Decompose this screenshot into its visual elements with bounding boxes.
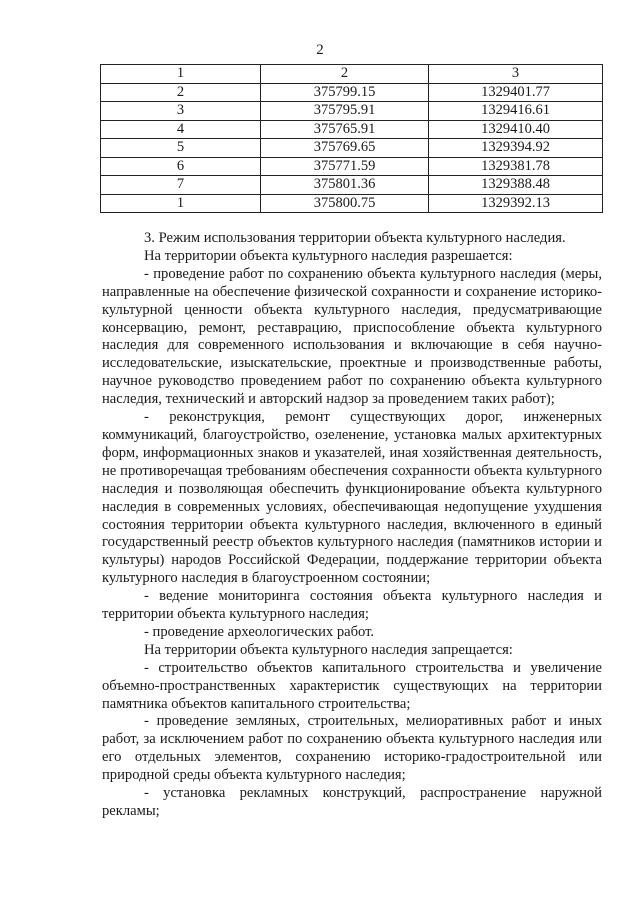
table-row (101, 157, 603, 176)
point-number: 6 (101, 157, 261, 176)
point-number: 3 (101, 102, 261, 121)
table-row (101, 176, 603, 195)
table-row (101, 194, 603, 213)
header-cell-3: 3 (429, 65, 603, 84)
allowed-item: - проведение работ по сохранению объекта культурного наследия (меры, направленные на обеспечение физической сохранности и сохранение историко-культурной ценности объекта культурного наследия, предусматривающие консервацию, ремонт, реставрацию, приспособление объекта культурного наследия для современного использования и включающие в себя научно-исследовательские, изыскательские, проектные и производственные работы, научное руководство проведением работ по сохранению объекта культурного наследия, технический и авторский надзор за проведением таких работ); (102, 265, 602, 408)
table-row (101, 120, 603, 139)
coord-y: 1329410.40 (429, 120, 603, 139)
table-row (101, 83, 603, 102)
prohibited-intro: На территории объекта культурного наследия запрещается: (144, 641, 513, 658)
coord-x: 375801.36 (261, 176, 429, 195)
coord-y: 1329388.48 (429, 176, 603, 195)
coord-y: 1329381.78 (429, 157, 603, 176)
point-number: 1 (101, 194, 261, 213)
page-number: 2 (316, 42, 324, 58)
coord-x: 375800.75 (261, 194, 429, 213)
allowed-intro: На территории объекта культурного наследия разрешается: (144, 247, 513, 264)
point-number: 4 (101, 120, 261, 139)
prohibited-item: - проведение земляных, строительных, мелиоративных работ и иных работ, за исключением работ по сохранению объекта культурного наследия или его отдельных элементов, сохранению историко-градостроительной или природной среды объекта культурного наследия; (102, 713, 602, 784)
table-row (101, 102, 603, 121)
coord-x: 375769.65 (261, 139, 429, 158)
allowed-item: - ведение мониторинга состояния объекта культурного наследия и территории объекта культурного наследия; (102, 588, 602, 623)
allowed-item: - проведение археологических работ. (144, 623, 375, 640)
coord-y: 1329392.13 (429, 194, 603, 213)
coord-y: 1329394.92 (429, 139, 603, 158)
table-row (101, 139, 603, 158)
header-cell-1: 1 (101, 65, 261, 84)
header-cell-2: 2 (261, 65, 429, 84)
prohibited-item: - установка рекламных конструкций, распространение наружной рекламы; (102, 785, 602, 819)
coord-x: 375765.91 (261, 120, 429, 139)
coord-y: 1329401.77 (429, 83, 603, 102)
point-number: 5 (101, 139, 261, 158)
allowed-item: - реконструкция, ремонт существующих дорог, инженерных коммуникаций, благоустройство, озеленение, установка малых архитектурных форм, информационных знаков и указателей, иная хозяйственная деятельность, не противоречащая требованиям обеспечения сохранности объекта культурного наследия и позволяющая обеспечить функционирование объекта культурного наследия в современных условиях, обеспечивающая недопущение ухудшения состояния территории объекта культурного наследия, включенного в единый государственный реестр объектов культурного наследия (памятников истории и культуры) народов Российской Федерации, поддержание территории объекта культурного наследия в благоустроенном состоянии; (102, 409, 602, 587)
section-heading: 3. Режим использования территории объекта культурного наследия. (144, 230, 566, 246)
coordinates-table (100, 64, 603, 213)
table-header-row (101, 65, 603, 84)
coord-x: 375799.15 (261, 83, 429, 102)
point-number: 7 (101, 176, 261, 195)
prohibited-item: - строительство объектов капитального строительства и увеличение объемно-пространственных характеристик существующих на территории памятника объектов капитального строительства; (102, 659, 602, 712)
coord-x: 375771.59 (261, 157, 429, 176)
document-body (102, 230, 602, 821)
coord-y: 1329416.61 (429, 102, 603, 121)
coord-x: 375795.91 (261, 102, 429, 121)
point-number: 2 (101, 83, 261, 102)
